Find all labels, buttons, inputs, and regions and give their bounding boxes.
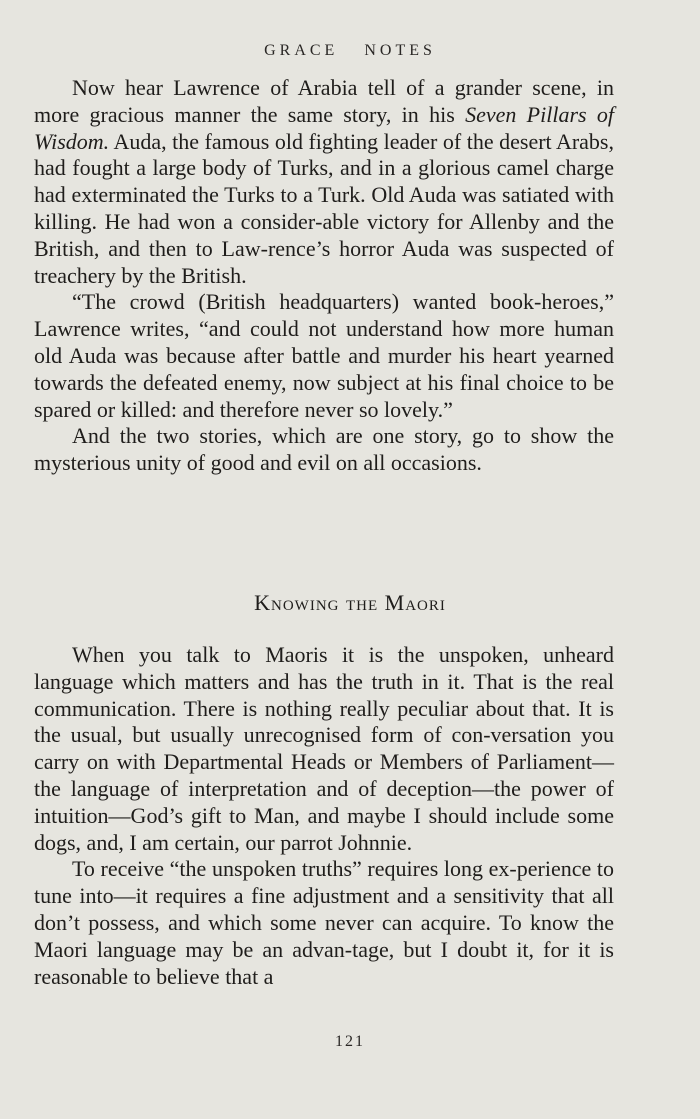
running-head-right: NOTES	[364, 42, 436, 59]
paragraph: And the two stories, which are one story, go to show the mysterious unity of good and evil on all occasions.	[34, 423, 614, 476]
page-number: 121	[335, 1033, 365, 1050]
running-head	[0, 42, 700, 60]
paragraph: “The crowd (British headquarters) wanted book‐heroes,” Lawrence writes, “and could not understand how more human old Auda was because after battle and murder his heart yearned towards the defeated enemy, now subject at his final choice to be spared or killed: and therefore never so lovely.”	[34, 289, 614, 422]
paragraph-text: Now hear Lawrence of Arabia tell of a grander scene, in more gracious manner the same story, in his	[34, 75, 614, 127]
section-grace-notes-body	[34, 75, 614, 477]
section-heading: Knowing the Maori	[254, 590, 446, 615]
running-head-left: GRACE	[264, 42, 339, 59]
paragraph	[34, 75, 614, 289]
book-title: Seven Pillars of Wisdom.	[34, 101, 614, 154]
section-maori-body	[34, 642, 614, 990]
paragraph: To receive “the unspoken truths” requires long ex‐perience to tune into—it requires a fine adjustment and a sensitivity that all don’t possess, and which some never can acquire. To know the Maori language may be an advan‐tage, but I doubt it, for it is reasonable to believe that a	[34, 856, 614, 989]
paragraph: When you talk to Maoris it is the unspoken, unheard language which matters and has the truth in it. That is the real communication. There is nothing really peculiar about that. It is the usual, but usually unrecognised form of con‐versation you carry on with Departmental Heads or Members of Parliament—the language of interpretation and of deception—the power of intuition—God’s gift to Man, and maybe I should include some dogs, and, I am certain, our parrot Johnnie.	[34, 642, 614, 855]
paragraph-text: Auda, the famous old fighting leader of the desert Arabs, had fought a large body of Turks, and in a glorious camel charge had exterminated the Turks to a Turk. Old Auda was satiated with killing. He had won a consider‐able victory for Allenby and the British, and then to Law‐rence’s horror Auda was suspected of treachery by the British.	[34, 128, 614, 288]
